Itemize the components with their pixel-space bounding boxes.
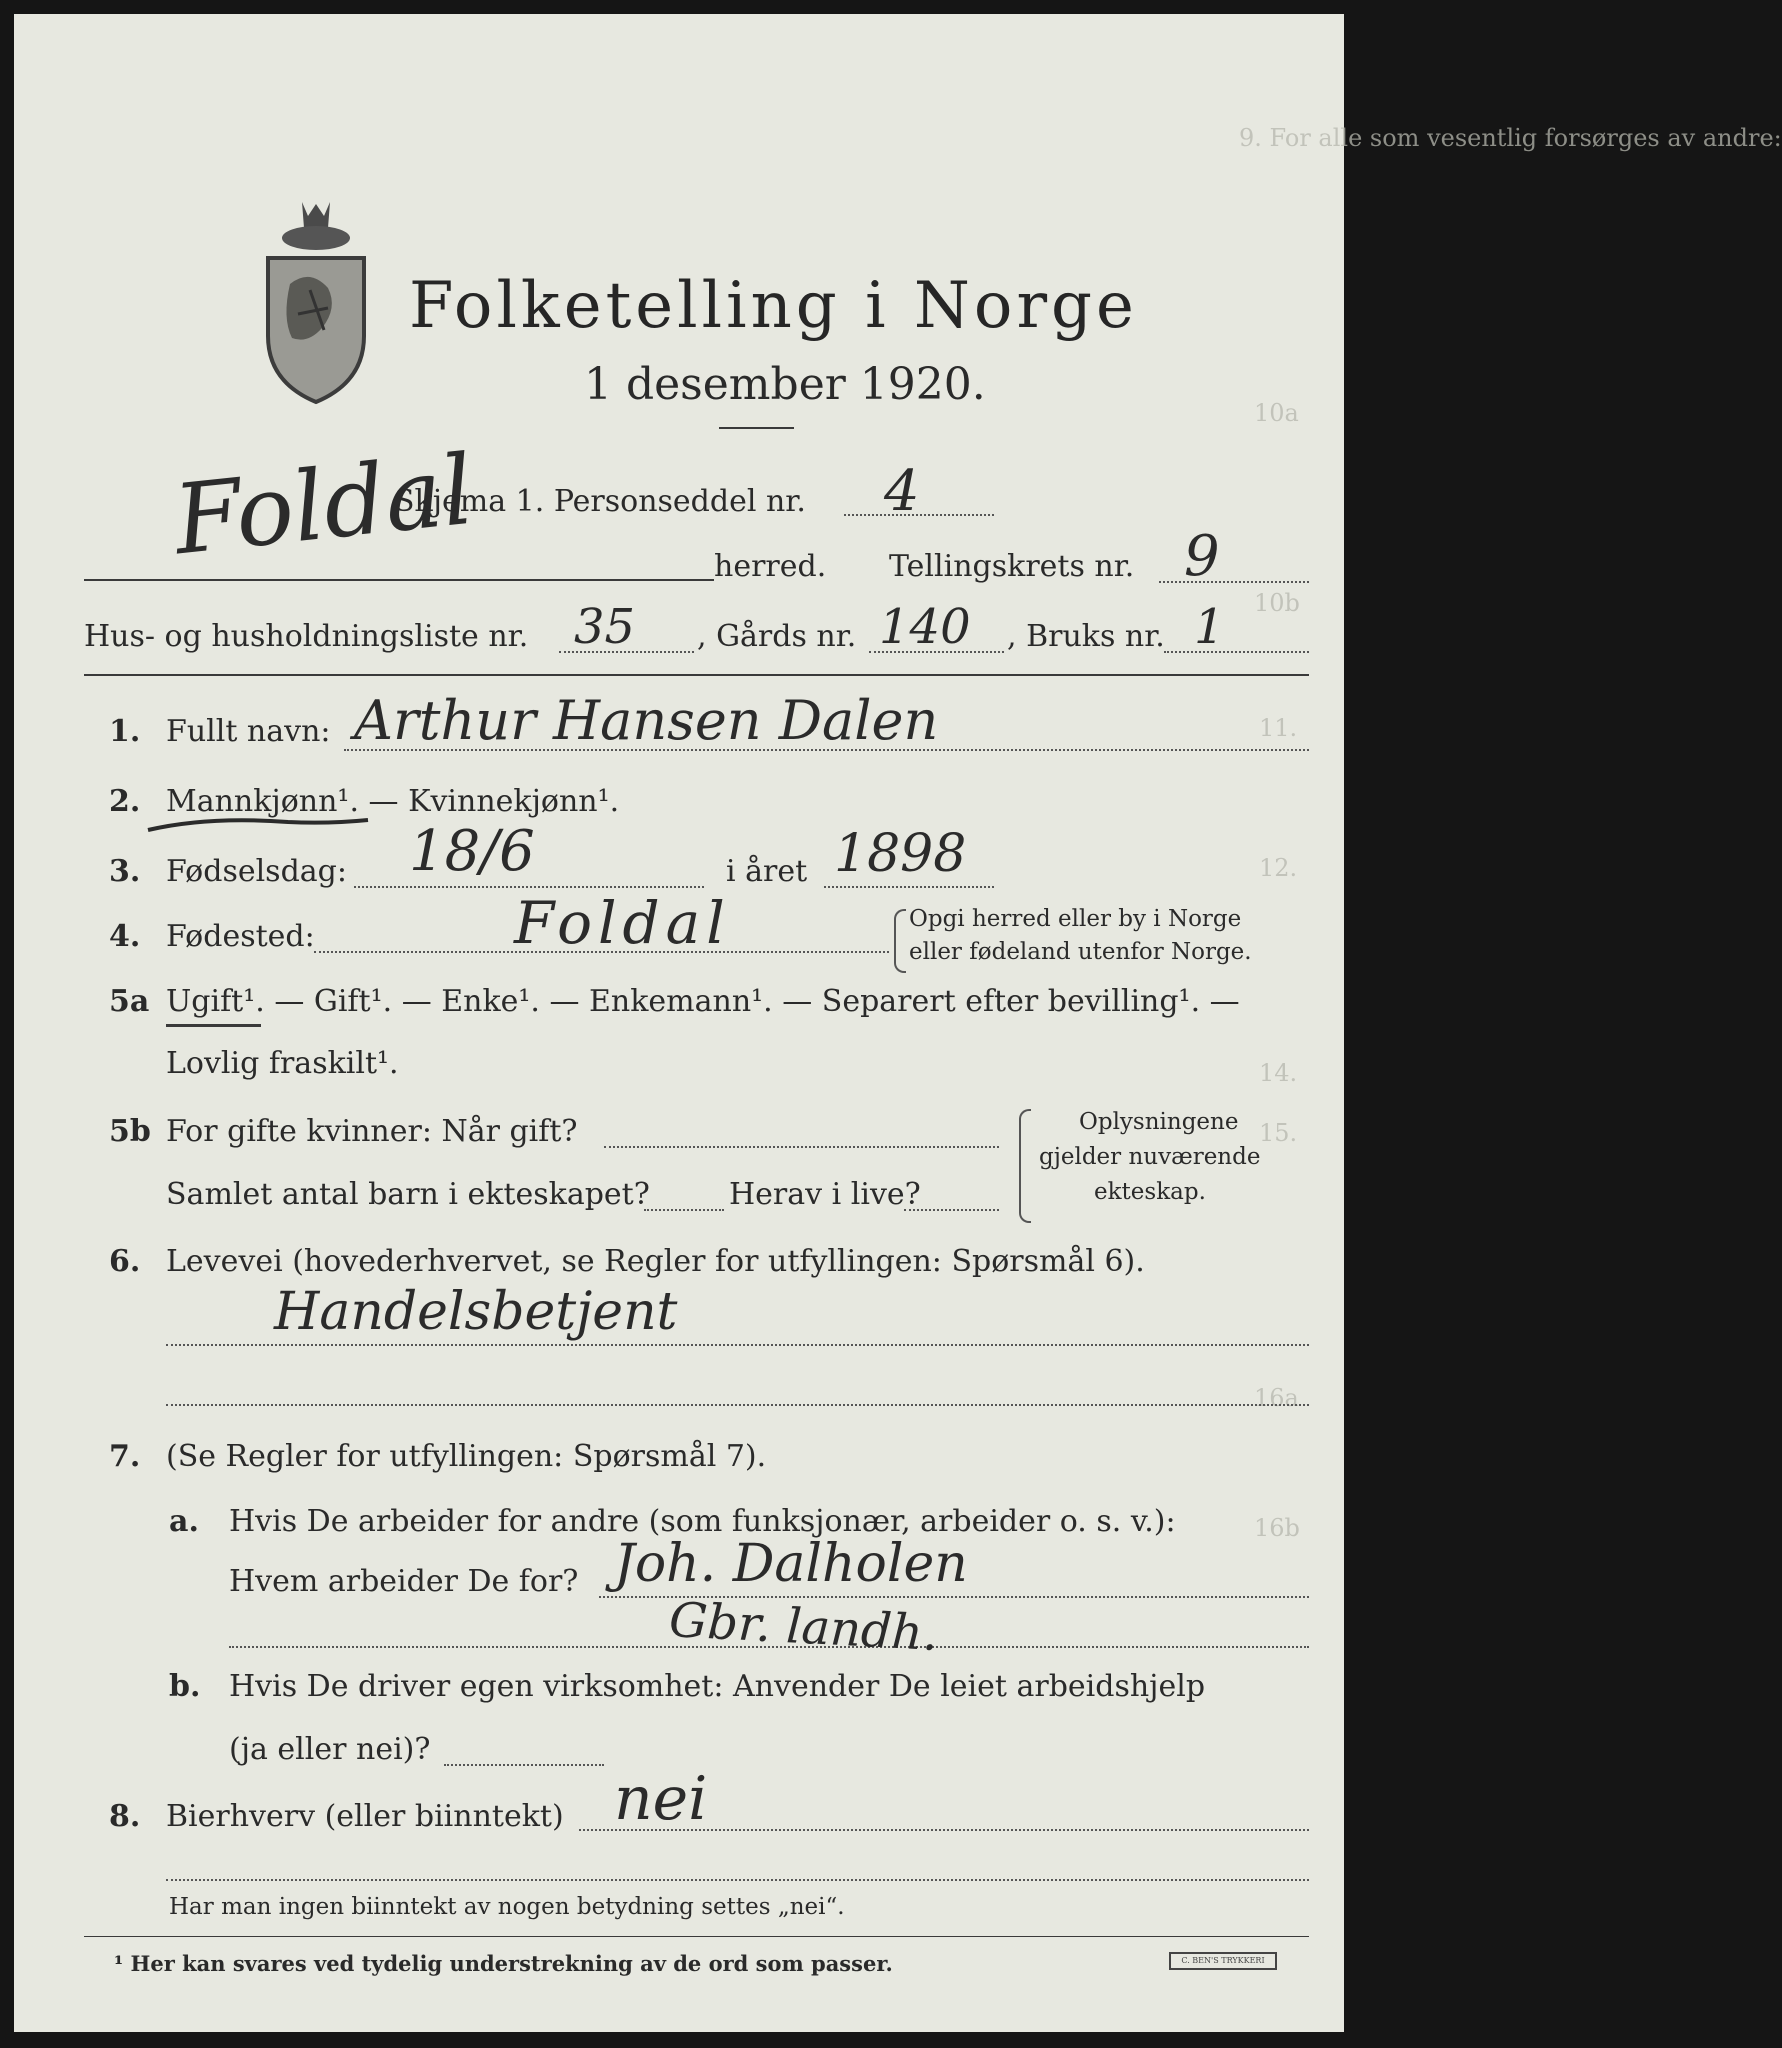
- ugift-underline: [166, 1024, 261, 1027]
- occupation-value: Handelsbetjent: [274, 1282, 678, 1342]
- q7b-line1: Hvis De driver egen virksomhet: Anvender De leiet arbeidshjelp: [229, 1669, 1206, 1704]
- year-line: [824, 886, 994, 888]
- q6-line2: [166, 1404, 1309, 1406]
- q8-label: Bierhverv (eller biinntekt): [166, 1799, 564, 1834]
- tellingskrets-value: 9: [1184, 524, 1220, 589]
- q6-label: Levevei (hovederhvervet, se Regler for utfyllingen: Spørsmål 6).: [166, 1244, 1145, 1279]
- q8-line2: [166, 1879, 1309, 1881]
- full-name-value: Arthur Hansen Dalen: [354, 689, 939, 752]
- employer-note-value: Gbr. landh.: [667, 1591, 940, 1663]
- employer-value: Joh. Dalholen: [614, 1534, 968, 1594]
- q6-line1: [166, 1344, 1309, 1346]
- coat-of-arms-icon: [250, 194, 380, 404]
- q5a-number: 5a: [109, 984, 150, 1019]
- q5b-number: 5b: [109, 1114, 151, 1149]
- bleed-text-9: 9. For alle som vesentlig forsørges av andre:: [1239, 124, 1782, 152]
- q3-number: 3.: [109, 854, 141, 889]
- q5b-children-line: [644, 1209, 724, 1211]
- herred-handwritten: Foldal: [168, 433, 479, 577]
- herred-label: herred.: [714, 549, 827, 584]
- footnote: ¹ Her kan svares ved tydelig understrekning av de ord som passer.: [114, 1951, 893, 1976]
- q4-label: Fødested:: [166, 919, 315, 954]
- personseddel-value: 4: [884, 459, 920, 524]
- bleed-text-11: 11.: [1259, 714, 1298, 742]
- q6-number: 6.: [109, 1244, 141, 1279]
- q7-number: 7.: [109, 1439, 141, 1474]
- q5b-line1: For gifte kvinner: Når gift?: [166, 1114, 578, 1149]
- q1-label: Fullt navn:: [166, 714, 331, 749]
- bruks-line: [1164, 651, 1309, 653]
- q5b-bracket: [1019, 1109, 1031, 1223]
- bleed-text-12: 12.: [1259, 854, 1298, 882]
- q7-label: (Se Regler for utfyllingen: Spørsmål 7).: [166, 1439, 767, 1474]
- title-divider: [719, 427, 794, 429]
- q3-label: Fødselsdag:: [166, 854, 347, 889]
- q4-note-line1: Opgi herred eller by i Norge: [909, 906, 1242, 932]
- q7a-line1: Hvis De arbeider for andre (som funksjonær, arbeider o. s. v.):: [229, 1504, 1176, 1539]
- q2-number: 2.: [109, 784, 141, 819]
- herred-line: [84, 579, 714, 581]
- form-title: Folketelling i Norge: [409, 269, 1138, 343]
- q1-number: 1.: [109, 714, 141, 749]
- q3-line: [354, 886, 704, 888]
- birthplace-value: Foldal: [514, 889, 731, 957]
- q8-number: 8.: [109, 1799, 141, 1834]
- bleed-text-16a: 16a: [1254, 1384, 1299, 1412]
- skjema-label: Skjema 1. Personseddel nr.: [394, 484, 806, 519]
- bruks-value: 1: [1194, 599, 1225, 655]
- hus-label: Hus- og husholdningsliste nr.: [84, 619, 529, 654]
- q4-note-line2: eller fødeland utenfor Norge.: [909, 939, 1252, 965]
- year-label: i året: [726, 854, 808, 889]
- printer-stamp: C. BEN'S TRYKKERI: [1169, 1952, 1277, 1970]
- q4-bracket: [894, 909, 906, 973]
- bleed-text-10b: 10b: [1254, 589, 1300, 617]
- q4-number: 4.: [109, 919, 141, 954]
- footer-note: Har man ingen biinntekt av nogen betydning settes „nei“.: [169, 1894, 845, 1920]
- gards-label: , Gårds nr.: [697, 619, 857, 654]
- mannkjonn-underline: [144, 814, 374, 838]
- q7b-line2: (ja eller nei)?: [229, 1732, 431, 1767]
- bleed-text-14: 14.: [1259, 1059, 1298, 1087]
- hus-value: 35: [574, 599, 636, 655]
- q5b-note-line3: ekteskap.: [1094, 1179, 1206, 1205]
- q5a-line2: Lovlig fraskilt¹.: [166, 1046, 399, 1081]
- bleed-text-10a: 10a: [1254, 399, 1299, 427]
- q5b-herav-label: Herav i live?: [729, 1177, 921, 1212]
- gards-value: 140: [879, 599, 971, 655]
- q5a-line1: Ugift¹. — Gift¹. — Enke¹. — Enkemann¹. — Separert efter bevilling¹. —: [166, 984, 1240, 1019]
- header-divider: [84, 674, 1309, 676]
- census-form-page: [14, 14, 1782, 2032]
- footer-divider: [84, 1936, 1309, 1937]
- q2-label: Mannkjønn¹. — Kvinnekjønn¹.: [166, 784, 620, 819]
- bleed-text-15: 15.: [1259, 1119, 1298, 1147]
- q7b-line: [444, 1764, 604, 1766]
- bleed-text-16b: 16b: [1254, 1514, 1300, 1542]
- birth-year-value: 1898: [834, 824, 967, 884]
- side-income-value: nei: [614, 1764, 708, 1834]
- q7a-line2: Hvem arbeider De for?: [229, 1564, 579, 1599]
- census-date: 1 desember 1920.: [584, 359, 986, 410]
- tellingskrets-label: Tellingskrets nr.: [889, 549, 1135, 584]
- q5b-note-line2: gjelder nuværende: [1039, 1144, 1261, 1170]
- tellingskrets-line: [1159, 581, 1309, 583]
- q7a-letter: a.: [169, 1504, 199, 1539]
- q5b-line2: Samlet antal barn i ekteskapet?: [166, 1177, 650, 1212]
- birthday-value: 18/6: [409, 819, 535, 884]
- q7b-letter: b.: [169, 1669, 201, 1704]
- q5b-note-line1: Oplysningene: [1079, 1109, 1239, 1135]
- q5b-alive-line: [904, 1209, 999, 1211]
- bruks-label: , Bruks nr.: [1007, 619, 1165, 654]
- q5b-married-line: [604, 1146, 999, 1148]
